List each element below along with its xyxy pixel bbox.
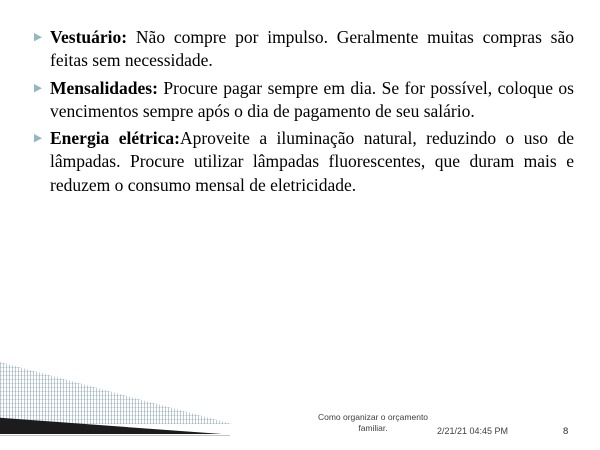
list-item-lead: Energia elétrica: (50, 128, 180, 149)
list-item (34, 26, 574, 73)
bullet-list (34, 26, 574, 201)
list-item-body: Procure pagar sempre em dia. Se for possível, coloque os vencimentos sempre após o dia de pagamento de seu salário. (50, 77, 574, 121)
footer-page-number: 8 (563, 426, 569, 437)
footer-date: 2/21/21 04:45 PM (437, 426, 509, 436)
arrow-bullet-icon (34, 77, 50, 93)
list-item-text (50, 77, 574, 124)
list-item-text (50, 127, 574, 197)
list-item-body: Não compre por impulso. Geralmente muitas compras são feitas sem necessidade. (50, 27, 574, 71)
list-item (34, 127, 574, 197)
list-item-lead: Mensalidades: (50, 77, 158, 98)
arrow-bullet-icon (34, 127, 50, 143)
list-item-text (50, 26, 574, 73)
footer-note: Como organizar o orçamento familiar. (317, 412, 429, 434)
footer (0, 408, 600, 450)
list-item-body: Aproveite a iluminação natural, reduzindo o uso de lâmpadas. Procure utilizar lâmpadas fluorescentes, que duram mais e reduzem o consumo mensal de eletricidade. (50, 128, 574, 195)
list-item (34, 77, 574, 124)
list-item-lead: Vestuário: (50, 27, 128, 47)
arrow-bullet-icon (34, 26, 50, 42)
